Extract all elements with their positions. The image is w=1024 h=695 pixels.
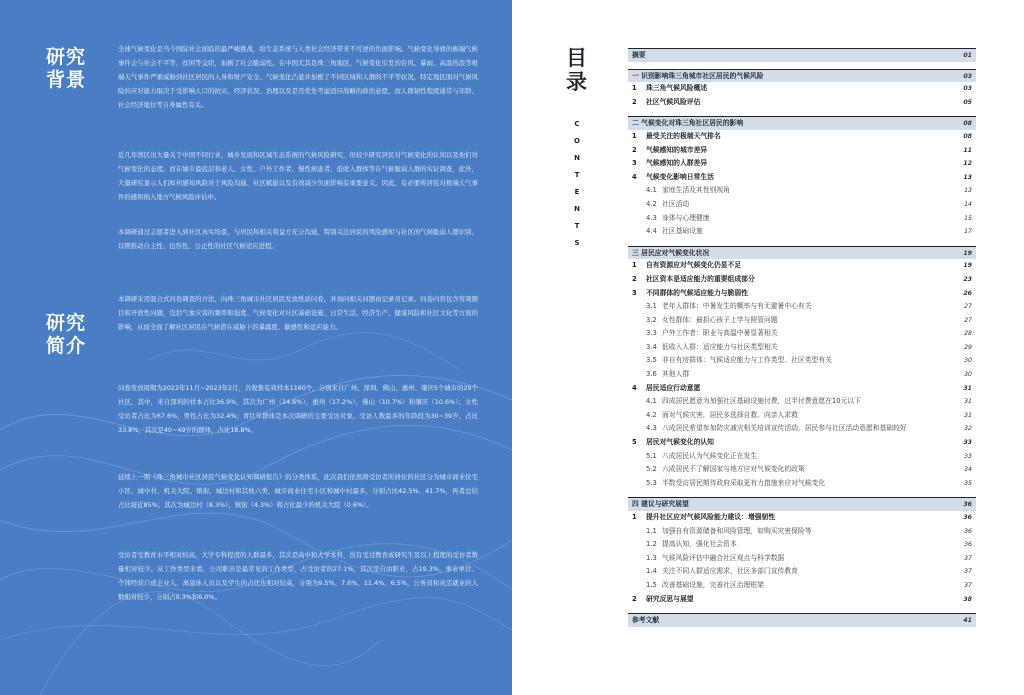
toc-number: 1.1 xyxy=(646,526,657,535)
contents-letter: N xyxy=(574,154,580,162)
toc-page-number: 31 xyxy=(964,398,972,406)
toc-number: 3.6 xyxy=(646,370,657,379)
toc-page-number: 33 xyxy=(964,452,972,460)
table-of-contents xyxy=(628,48,976,627)
toc-gap xyxy=(628,239,976,246)
toc-gap xyxy=(628,606,976,613)
toc-item[interactable] xyxy=(628,436,976,450)
toc-number: 4.1 xyxy=(646,397,657,406)
toc-number: 1 xyxy=(632,131,637,140)
toc-number: 3.5 xyxy=(646,356,657,365)
toc-number: 3.4 xyxy=(646,342,657,351)
toc-page-number: 35 xyxy=(964,479,972,487)
intro-paragraph-2: 问卷发放周期为2022年11月~2023年2月，共收集有效样本1160个，分别来自广州、深圳、佛山、惠州、肇庆5个城市的29个社区，其中，来自深圳的样本占比36.9%，其次为广州（24.6%），惠州（17.2%），佛山（10.7%）和肇庆（10.6%）；女性受访者占比为67.6%，男性占比为32.4%；青壮年群体是本次调研的主要受访对象，受访人数最多的年龄段为30~39岁，占比33.8%，其次是40~49岁的群体，占比18.8%。 xyxy=(118,384,478,434)
toc-page-number: 08 xyxy=(963,120,972,128)
toc-item[interactable] xyxy=(628,144,976,158)
toc-number: 2 xyxy=(632,594,637,603)
toc-subitem[interactable] xyxy=(628,409,976,423)
toc-page-number: 08 xyxy=(963,132,972,140)
toc-subitem[interactable] xyxy=(628,422,976,436)
toc-label: 摘要 xyxy=(632,51,646,59)
contents-letter: T xyxy=(574,171,580,179)
toc-section-4[interactable] xyxy=(628,497,976,511)
toc-page-number: 27 xyxy=(964,316,972,324)
toc-subitem[interactable] xyxy=(628,341,976,355)
toc-abstract[interactable] xyxy=(628,48,976,62)
toc-references[interactable] xyxy=(628,613,976,627)
intro-paragraph-4: 受访者受教育水平相对较高，大学专科程度的人群最多，其次是高中和大学本科，没有受过教育或研究生及以上程度的受访者数量相对较少。从工作类型来看，公司职员是最常见的工作类型，占受访者的27.1%，其次是自由职业，占19.3%，事业单位、个体经营户或企业人、离退休人员以及学生的占比也相对较高，分别为9.5%、7.6%、11.4%、6.5%，公务员和灵活就业的人数相对较少，分别占0.3%和6.0%。 xyxy=(118,551,478,601)
toc-number: 1 xyxy=(632,84,637,93)
toc-number: 5.1 xyxy=(646,451,657,460)
toc-label: 户外工作者：职业与高温中暑显著相关 xyxy=(662,329,778,338)
toc-number: 3.1 xyxy=(646,302,657,311)
toc-subitem[interactable] xyxy=(628,212,976,226)
toc-label: 八成居民希望参加防灾减灾相关培训宣传活动，居民参与社区活动意愿和基础较好 xyxy=(662,424,907,433)
right-page xyxy=(512,0,1024,695)
toc-subitem[interactable] xyxy=(628,450,976,464)
toc-page-number: 36 xyxy=(964,527,972,535)
toc-label: 提高认知，强化社会资本 xyxy=(662,540,737,549)
toc-page-number: 32 xyxy=(964,425,972,433)
toc-subitem[interactable] xyxy=(628,327,976,341)
toc-number: 4.2 xyxy=(646,410,657,419)
toc-subitem[interactable] xyxy=(628,395,976,409)
toc-label: 自有资源应对气候变化仍显不足 xyxy=(646,261,742,270)
toc-item[interactable] xyxy=(628,511,976,525)
toc-label: 提升社区应对气候风险能力建议：增强韧性 xyxy=(646,513,776,521)
research-background-title: 研究 背景 xyxy=(46,46,87,91)
toc-gap xyxy=(628,62,976,69)
contents-letter: S xyxy=(574,239,580,247)
research-intro-title: 研究 简介 xyxy=(46,312,87,357)
toc-subitem[interactable] xyxy=(628,552,976,566)
contents-letter: E xyxy=(574,188,580,196)
toc-page-number: 30 xyxy=(964,357,972,365)
toc-label: 居民适应行动意愿 xyxy=(646,383,701,392)
toc-page-number: 28 xyxy=(964,330,972,338)
toc-number: 1 xyxy=(632,513,637,521)
toc-item[interactable] xyxy=(628,157,976,171)
toc-page-number: 36 xyxy=(963,514,972,521)
toc-page-number: 19 xyxy=(963,262,972,270)
contents-letter: N xyxy=(574,205,580,213)
toc-label: 其他人群 xyxy=(662,370,690,379)
toc-label: 身体与心理健康 xyxy=(662,213,710,222)
intro-paragraph-3: 延续上一期《珠三角城市社区居民气候变化认知调研报告》的分类体系，此次我们依然将受访者所居住的社区分为城市商业住宅小区、城中村、机关大院、镇街、城边村和其他六类，城市商业住宅小区和城中村最多，分别占比42.5%、41.7%，再者总结占比接近85%；其次为城边村（8.3%），镇街（4.3%）和占比最少的机关大院（0.6%）。 xyxy=(118,473,478,509)
toc-page-number: 13 xyxy=(963,173,972,181)
toc-subitem[interactable] xyxy=(628,300,976,314)
toc-item[interactable] xyxy=(628,593,976,607)
toc-number: 4.3 xyxy=(646,213,657,222)
toc-label: 气候感知的城市差异 xyxy=(646,145,708,154)
toc-label: 一 识别影响珠三角城市社区居民的气候风险 xyxy=(632,71,764,80)
toc-section-1[interactable] xyxy=(628,69,976,83)
toc-page-number: 11 xyxy=(963,146,972,154)
toc-number: 3 xyxy=(632,288,637,297)
toc-number: 5.3 xyxy=(646,478,657,487)
toc-subitem[interactable] xyxy=(628,477,976,491)
toc-item[interactable] xyxy=(628,96,976,110)
toc-page-number: 34 xyxy=(964,466,972,474)
toc-label: 家庭生活及其性别视角 xyxy=(662,186,730,195)
toc-label: 社区气候风险评估 xyxy=(646,97,701,106)
toc-page-number: 37 xyxy=(964,554,972,562)
toc-number: 1.4 xyxy=(646,567,657,576)
toc-item[interactable] xyxy=(628,382,976,396)
toc-item[interactable] xyxy=(628,130,976,144)
toc-label: 研究反思与展望 xyxy=(646,594,694,603)
toc-page-number: 27 xyxy=(964,303,972,311)
toc-subitem[interactable] xyxy=(628,225,976,239)
toc-label: 二 气候变化对珠三角社区居民的影响 xyxy=(632,119,744,128)
toc-page-number: 03 xyxy=(963,85,972,93)
toc-number: 1.2 xyxy=(646,540,657,549)
background-paragraph-1: 全球气候变化是当今国际社会面临的最严峻挑战，给生态系统与人类社会经济带来不可逆的负面影响。气候变化导致的极端气候事件会与社会不平等、贫困等交织，加剧了社会脆弱性。在中国尤其是珠三角地区，气候变化引发的台风、暴雨、高温热浪等极端天气事件严重威胁到社区居民的人身和财产安全。气候变化凸显并加剧了不同区域和人群的不平等状况，特定地区面对气候风险的应对能力取决于受影响人口的抗灾、经济状况、治理以及是否优先考虑适应战略的政治意愿，而人群韧性程度通常与年龄、社会经济地位等自身属性有关。 xyxy=(118,45,478,109)
toc-number: 1 xyxy=(632,261,637,270)
toc-label: 加强自有资源储备和风险管理，如购买灾害保险等 xyxy=(662,526,812,535)
toc-page-number: 03 xyxy=(963,72,972,80)
toc-page-number: 17 xyxy=(964,228,972,236)
toc-item[interactable] xyxy=(628,273,976,287)
toc-number: 3 xyxy=(632,159,637,168)
toc-item[interactable] xyxy=(628,171,976,185)
toc-page-number: 19 xyxy=(963,249,972,257)
toc-subitem[interactable] xyxy=(628,184,976,198)
toc-number: 2 xyxy=(632,145,637,154)
toc-page-number: 33 xyxy=(963,439,972,447)
toc-section-3[interactable] xyxy=(628,246,976,260)
toc-number: 4.4 xyxy=(646,227,657,236)
toc-page-number: 29 xyxy=(964,343,972,351)
toc-label: 面对气候灾害，居民多选择自救、向亲人求救 xyxy=(662,410,798,419)
toc-label: 半数受访居民期待政府采取更有力措施来应对气候变化 xyxy=(662,478,826,487)
contents-letter: O xyxy=(574,137,580,145)
background-paragraph-2: 近几年湾区出大量关于中国不同行业、城乡发展和区域生态系统的气候风险研究，但较少研究居民对气候变化的认知以及他们对气候变化的态度。而在城市最底层和老人、女性、户外工作者、慢性病患者、低收入群体等在气候脆弱人群的实证调查，此外，大量研究显示人们如何感知风险对于风险沟通、社区赋能以及有效减少负面影响有重要意义。因此，有必要将居民对极端天气事件的感知纳入地方气候风险评估中。 xyxy=(118,151,478,201)
toc-label: 珠三角气候风险概述 xyxy=(646,84,708,93)
toc-title: 目 录 xyxy=(566,46,587,94)
toc-page-number: 37 xyxy=(964,568,972,576)
toc-subitem[interactable] xyxy=(628,314,976,328)
background-paragraph-3: 本调研通过志愿者进入到社区真实场景，与居民和相关利益方充分沟通，特别关注居民的风险感知与社区的气候脆弱人群识别，以期推动自主性、包容性、公正性的社区气候适应进程。 xyxy=(118,228,478,250)
contents-letter: T xyxy=(574,222,580,230)
toc-label: 三 居民应对气候变化状况 xyxy=(632,248,710,257)
toc-number: 5 xyxy=(632,438,637,447)
toc-label: 社区资本是适应能力的重要组成部分 xyxy=(646,274,755,283)
toc-label: 气候变化影响日常生活 xyxy=(646,172,714,181)
contents-subtitle xyxy=(572,116,582,252)
toc-number: 4 xyxy=(632,383,637,392)
toc-label: 不同群体的气候适应能力与脆弱性 xyxy=(646,288,748,297)
toc-label: 关注不同人群适应需求，社区多部门宣传教育 xyxy=(662,567,798,576)
toc-number: 1.3 xyxy=(646,553,657,562)
toc-page-number: 12 xyxy=(963,160,972,168)
toc-subitem[interactable] xyxy=(628,538,976,552)
toc-page-number: 14 xyxy=(964,200,972,208)
toc-label: 社区活动 xyxy=(662,199,690,208)
toc-label: 气候感知的人群差异 xyxy=(646,159,708,168)
toc-label: 社区基础设施 xyxy=(662,227,703,236)
toc-label: 气候风险评估中融合社区观点与科学数据 xyxy=(662,553,785,562)
toc-label: 最受关注的极端天气排名 xyxy=(646,131,721,140)
toc-number: 4 xyxy=(632,172,637,181)
toc-page-number: 05 xyxy=(963,98,972,106)
toc-label: 六成居民不了解国家与地方应对气候变化的政策 xyxy=(662,465,805,474)
toc-number: 1.5 xyxy=(646,580,657,589)
toc-page-number: 13 xyxy=(964,187,972,195)
toc-number: 3.2 xyxy=(646,315,657,324)
toc-subitem[interactable] xyxy=(628,368,976,382)
toc-page-number: 36 xyxy=(964,541,972,549)
toc-subitem[interactable] xyxy=(628,463,976,477)
toc-section-2[interactable] xyxy=(628,116,976,130)
toc-label: 低收入人群：适应能力与社区类型相关 xyxy=(662,342,778,351)
toc-page-number: 23 xyxy=(963,275,972,283)
toc-subitem[interactable] xyxy=(628,525,976,539)
toc-number: 2 xyxy=(632,274,637,283)
toc-label: 居民对气候变化的认知 xyxy=(646,438,714,447)
toc-number: 5.2 xyxy=(646,465,657,474)
toc-label: 非自有房群体：气候适应能力与工作类型、社区类型有关 xyxy=(662,356,832,365)
toc-page-number: 31 xyxy=(964,411,972,419)
toc-label: 四 建议与研究展望 xyxy=(632,500,689,509)
toc-gap xyxy=(628,490,976,497)
toc-gap xyxy=(628,109,976,116)
toc-page-number: 41 xyxy=(963,617,972,625)
toc-label: 老年人群体：中暑发生的概率与有无避暑中心有关 xyxy=(662,302,812,311)
toc-subitem[interactable] xyxy=(628,579,976,593)
toc-page-number: 01 xyxy=(963,52,972,59)
toc-number: 2 xyxy=(632,97,637,106)
toc-page-number: 26 xyxy=(963,289,972,297)
toc-page-number: 37 xyxy=(964,581,972,589)
toc-page-number: 15 xyxy=(964,214,972,222)
toc-item[interactable] xyxy=(628,259,976,273)
toc-item[interactable] xyxy=(628,82,976,96)
toc-number: 4.2 xyxy=(646,199,657,208)
toc-number: 4.1 xyxy=(646,186,657,195)
toc-number: 3.3 xyxy=(646,329,657,338)
intro-paragraph-1: 本调研采用混合式问卷调查的方法，向珠三角城市社区居民发放纸质问卷，并询问相关问题由记录员记录。问卷内容包含客观题目和开放性问题，包括气象灾害的频率和强度、气候变化对社区基础设施、日常生活、经济生产、健康风险和社区文化等方面的影响，从而全面了解社区居民在气候潜在威胁下的暴露度、敏感性和适应能力。 xyxy=(118,295,478,331)
toc-subitem[interactable] xyxy=(628,198,976,212)
toc-number: 4.3 xyxy=(646,424,657,433)
toc-label: 改善基础设施，完善社区治理框架 xyxy=(662,580,764,589)
toc-label: 女性群体：最担心孩子上学与照管问题 xyxy=(662,315,778,324)
contents-letter: C xyxy=(574,120,580,128)
toc-label: 八成居民认为气候变化正在发生 xyxy=(662,451,758,460)
toc-subitem[interactable] xyxy=(628,565,976,579)
toc-subitem[interactable] xyxy=(628,354,976,368)
toc-page-number: 36 xyxy=(963,501,972,509)
toc-label: 参考文献 xyxy=(632,616,660,625)
toc-page-number: 30 xyxy=(964,371,972,379)
toc-page-number: 31 xyxy=(963,384,972,392)
toc-item[interactable] xyxy=(628,287,976,301)
toc-page-number: 38 xyxy=(963,595,972,603)
toc-label: 四成居民愿意为加强社区基础设施付费，过半付费意愿在10元以下 xyxy=(662,397,861,406)
